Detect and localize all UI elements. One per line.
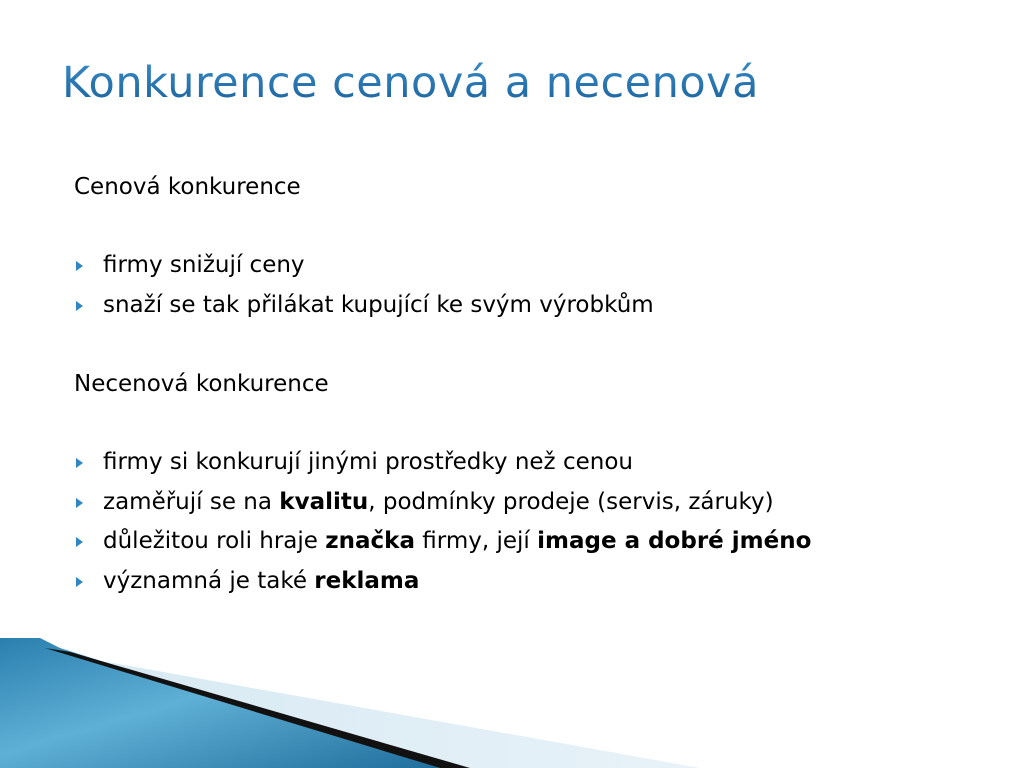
- emphasized-text: image a dobré jméno: [537, 528, 812, 554]
- bullet-text: firmy, její: [415, 528, 538, 554]
- blue-swoosh-shape: [0, 638, 440, 768]
- bullet-item: [74, 286, 974, 326]
- section-heading-non-price-competition: Necenová konkurence: [74, 371, 329, 397]
- slide-title: Konkurence cenová a necenová: [62, 58, 759, 108]
- triangle-bullet-icon: [76, 458, 83, 468]
- bullet-text: významná je také: [103, 567, 315, 594]
- triangle-bullet-icon: [76, 577, 83, 587]
- section-heading-price-competition: Cenová konkurence: [74, 174, 301, 200]
- triangle-bullet-icon: [76, 261, 83, 271]
- emphasized-text: reklama: [314, 567, 420, 594]
- bullet-text: zaměřují se na: [103, 488, 280, 515]
- triangle-bullet-icon: [76, 301, 83, 311]
- bullet-item: [74, 483, 974, 523]
- bullet-text: firmy snižují ceny: [103, 252, 305, 278]
- price-competition-list: [74, 246, 974, 325]
- bullet-item: [74, 443, 974, 483]
- bullet-item: [74, 522, 974, 562]
- triangle-bullet-icon: [76, 498, 83, 508]
- bullet-text: firmy si konkurují jinými prostředky než cenou: [103, 449, 633, 475]
- bullet-item: [74, 562, 974, 602]
- decorative-swoosh: [0, 638, 1024, 768]
- bullet-text: snaží se tak přilákat kupující ke svým výrobkům: [103, 291, 654, 318]
- non-price-competition-list: [74, 443, 974, 601]
- bullet-text: , podmínky prodeje (servis, záruky): [368, 488, 774, 515]
- bullet-text: důležitou roli hraje: [103, 528, 326, 554]
- slide-body: [74, 168, 974, 601]
- emphasized-text: značka: [325, 528, 415, 554]
- emphasized-text: kvalitu: [279, 488, 369, 515]
- bullet-item: [74, 246, 974, 286]
- triangle-bullet-icon: [76, 537, 83, 547]
